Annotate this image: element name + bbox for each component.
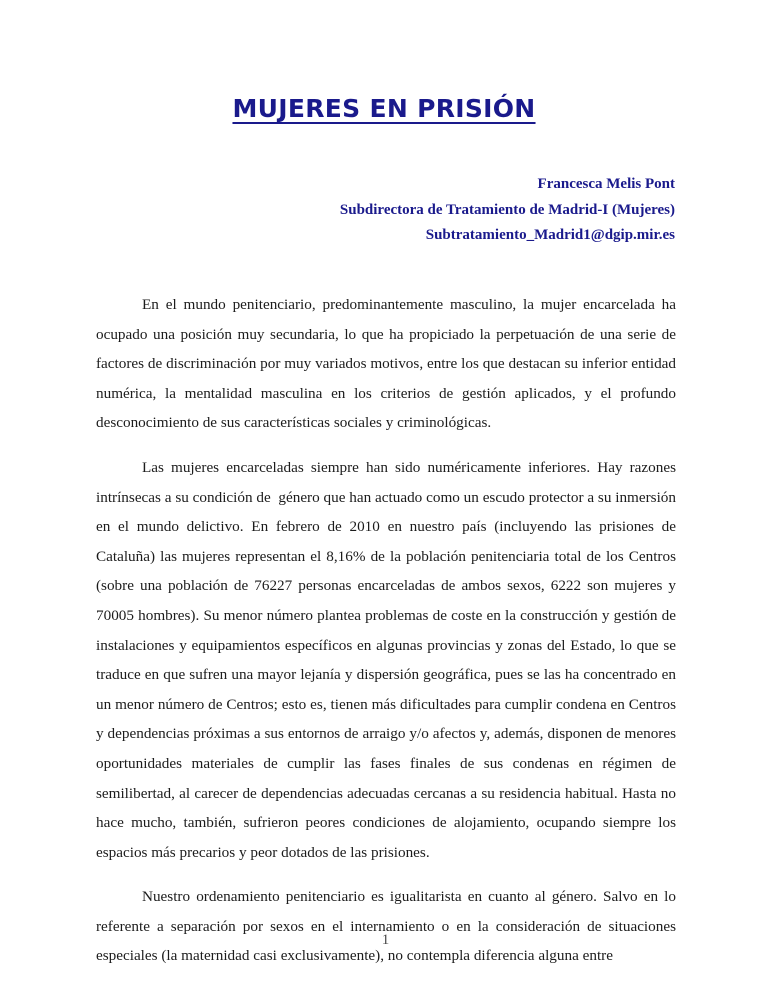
body-paragraph-3: Nuestro ordenamiento penitenciario es igualitarista en cuanto al género. Salvo en lo referente a separación por sexos en el internamiento o en la consideración de situaciones especiales (la maternidad casi exclusivamente), no contempla diferencia alguna entre: [96, 888, 680, 965]
author-email: Subtratamiento_Madrid1@dgip.mir.es: [425, 227, 675, 243]
author-name: Francesca Melis Pont: [537, 176, 675, 192]
author-role: Subdirectora de Tratamiento de Madrid-I (Mujeres): [339, 201, 675, 218]
page-title: MUJERES EN PRISIÓN: [232, 93, 536, 123]
document-body: [96, 290, 684, 971]
body-paragraph-2: Las mujeres encarceladas siempre han sido numéricamente inferiores. Hay razones intrínsecas a su condición de género que han actuado como un escudo protector a su inmersión en el mundo delictivo. En febrero de 2010 en nuestro país (incluyendo las prisiones de Cataluña) las mujeres representan el 8,16% de la población penitenciaria total de los Centros (sobre una población de 76227 personas encarceladas de ambos sexos, 6222 son mujeres y 70005 hombres). Su menor número plantea problemas de coste en la construcción y gestión de instalaciones y equipamientos específicos en algunas provincias y zonas del Estado, lo que se traduce en que sufren una mayor lejanía y dispersión geográfica, pues se las ha concentrado en un menor número de Centros; esto es, tienen más dificultades para cumplir condena en Centros y dependencias próximas a sus entornos de arraigo y/o afectos y, además, disponen de menores oportunidades materiales de cumplir las fases finales de sus condenas en régimen de semilibertad, al carecer de dependencias adecuadas cercanas a su residencia habitual. Hasta no hace mucho, también, sufrieron peores condiciones de alojamiento, ocupando siempre los espacios más precarios y peor dotados de las prisiones.: [96, 458, 680, 861]
page-number: 1: [381, 932, 390, 948]
author-block: [96, 172, 675, 249]
body-paragraph-1: En el mundo penitenciario, predominantemente masculino, la mujer encarcelada ha ocupado una posición muy secundaria, lo que ha propiciado la perpetuación de una serie de factores de discriminación por muy variados motivos, entre los que destacan su inferior entidad numérica, la mentalidad masculina en los criterios de gestión aplicados, y el profundo desconocimiento de sus características sociales y criminológicas.: [96, 296, 684, 432]
